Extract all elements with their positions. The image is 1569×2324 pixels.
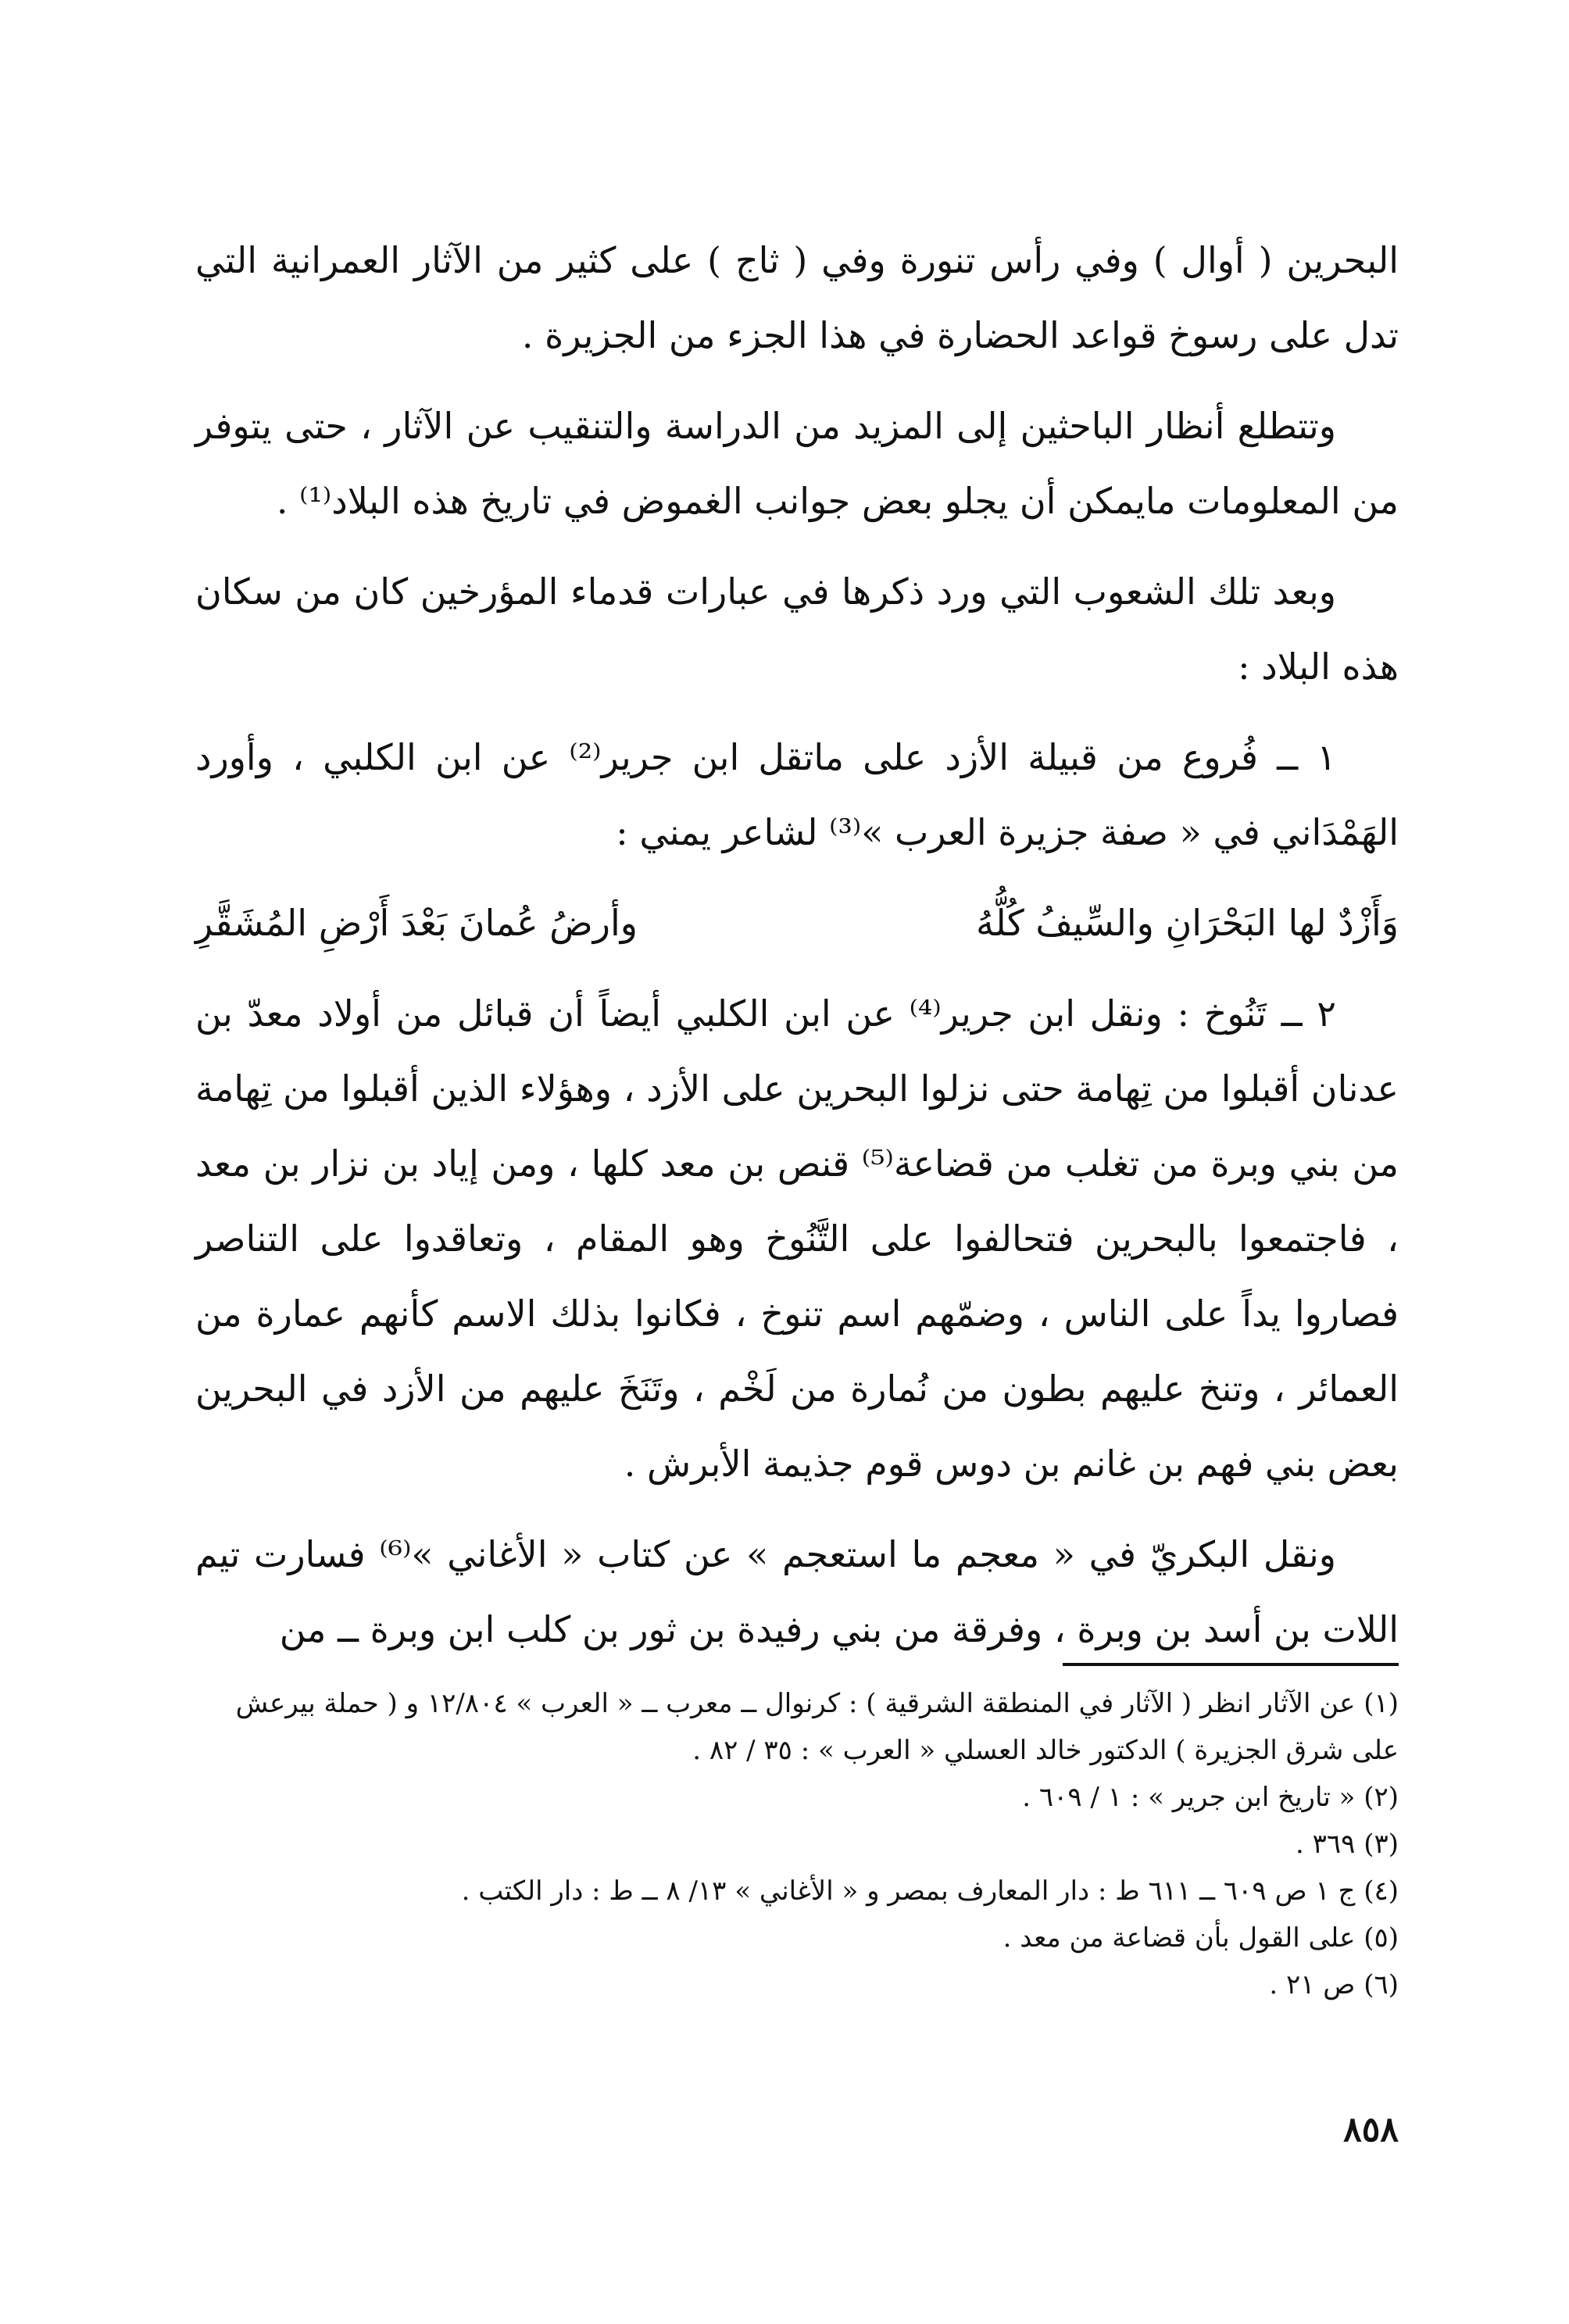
footnote-3: (٣) ٣٦٩ . [1295,1829,1399,1860]
footnotes [195,1680,1399,2008]
footnote-6: (٦) ص ٢١ . [1269,1969,1399,2000]
footnote-separator [1063,1663,1399,1666]
paragraph-5: ٢ ــ تَنُوخ : ونقل ابن جرير⁽⁴⁾ عن ابن الكلبي أيضاً أن قبائل من أولاد معدّ بن عدنان أقبلوا من تِهامة حتى نزلوا البحرين على الأزد ، وهؤلاء الذين أقبلوا من تِهامة من بني وبرة من تغلب من قضاعة⁽⁵⁾ قنص بن معد كلها ، ومن إياد بن نزار بن معد ، فاجتمعوا بالبحرين فتحالفوا على التَّنُوخ وهو المقام ، وتعاقدوا على التناصر فصاروا يداً على الناس ، وضمّهم اسم تنوخ ، فكانوا بذلك الاسم كأنهم عمارة من العمائر ، وتنخ عليهم بطون من نُمارة من لَخْم ، وتَنَخَ عليهم من الأزد في البحرين بعض بني فهم بن غانم بن دوس قوم جذيمة الأبرش . [195,992,1399,1485]
footnote-1: (١) عن الآثار انظر ( الآثار في المنطقة الشرقية ) : كرنوال ــ معرب ــ « العرب » ١٢/٨٠٤ و ( حملة بيرعش على شرق الجزيرة ) الدكتور خالد العسلي « العرب » : ٣٥ / ٨٢ . [235,1688,1399,1766]
paragraph-4: ١ ــ فُروع من قبيلة الأزد على ماتقل ابن جرير⁽²⁾ عن ابن الكلبي ، وأورد الهَمْدَاني في « صفة جزيرة العرب »⁽³⁾ لشاعر يمني : [195,736,1399,853]
footnote-4: (٤) ج ١ ص ٦٠٩ ــ ٦١١ ط : دار المعارف بمصر و « الأغاني » ١٣/ ٨ ــ ط : دار الكتب . [461,1875,1399,1907]
poem-verse [195,885,1399,960]
verse-second-hemistich: وأرضُ عُمانَ بَعْدَ أَرْضِ المُشَقَّرِ [195,902,638,944]
paragraph-3: وبعد تلك الشعوب التي ورد ذكرها في عبارات قدماء المؤرخين كان من سكان هذه البلاد : [195,570,1399,688]
footnote-2: (٢) « تاريخ ابن جرير » : ١ / ٦٠٩ . [1022,1782,1399,1813]
paragraph-1: البحرين ( أوال ) وفي رأس تنورة وفي ( ثاج ) على كثير من الآثار العمرانية التي تدل على رسوخ قواعد الحضارة في هذا الجزء من الجزيرة . [195,239,1399,356]
main-text [195,223,1399,1682]
footnote-5: (٥) على القول بأن قضاعة من معد . [1003,1922,1399,1954]
page-number: ٨٥٨ [1343,2110,1399,2150]
paragraph-6: ونقل البكريّ في « معجم ما استعجم » عن كتاب « الأغاني »⁽⁶⁾ فسارت تيم اللات بن أسد بن وبرة ، وفرقة من بني رفيدة بن ثور بن كلب ابن وبرة ــ من [195,1533,1399,1650]
paragraph-2: وتتطلع أنظار الباحثين إلى المزيد من الدراسة والتنقيب عن الآثار ، حتى يتوفر من المعلومات مايمكن أن يجلو بعض جوانب الغموض في تاريخ هذه البلاد⁽¹⁾ . [195,405,1399,522]
verse-first-hemistich: وَأَزْدٌ لها البَحْرَانِ والسِّيفُ كُلُّهُ [975,902,1399,944]
